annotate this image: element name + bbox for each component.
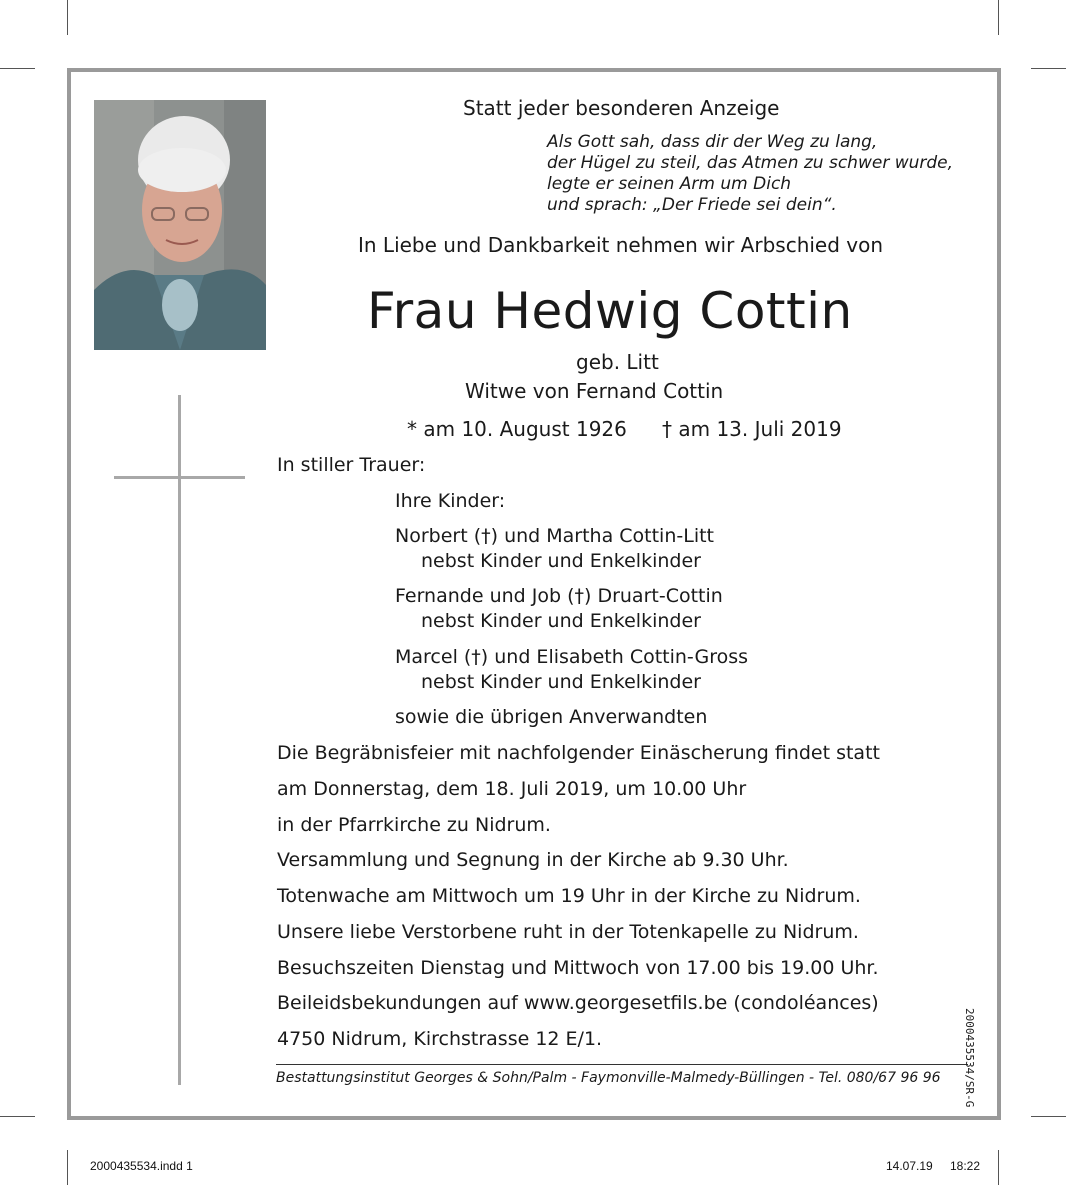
family-names: Marcel (†) und Elisabeth Cottin-Gross xyxy=(395,646,749,668)
poem xyxy=(547,132,953,216)
widow-of: Witwe von Fernand Cottin xyxy=(465,379,724,403)
relatives-text: sowie die übrigen Anverwandten xyxy=(395,706,708,728)
slug-time: 18:22 xyxy=(950,1159,981,1173)
poem-line: der Hügel zu steil, das Atmen zu schwer wurde, xyxy=(547,153,954,173)
crop-mark xyxy=(0,1116,35,1117)
detail-line: Die Begräbnisfeier mit nachfolgender Einäscherung findet statt xyxy=(277,742,880,764)
funeral-home-footer: Bestattungsinstitut Georges & Sohn/Palm - Faymonville-Malmedy-Büllingen - Tel. 080/67 96 96 xyxy=(276,1070,941,1086)
poem-line: Als Gott sah, dass dir der Weg zu lang, xyxy=(547,132,878,152)
portrait-photo xyxy=(94,100,266,350)
crop-mark xyxy=(67,0,68,35)
death-date: † am 13. Juli 2019 xyxy=(662,417,842,441)
mourning-label: In stiller Trauer: xyxy=(277,454,426,476)
crop-mark xyxy=(0,68,35,69)
detail-line-emphasis: Unsere liebe Verstorbene ruht in der Totenkapelle zu Nidrum. xyxy=(277,921,859,943)
detail-line: Beileidsbekundungen auf www.georgesetfils.be (condoléances) xyxy=(277,992,879,1014)
detail-line: 4750 Nidrum, Kirchstrasse 12 E/1. xyxy=(277,1028,603,1050)
footer-divider xyxy=(276,1064,968,1065)
slug-date: 14.07.19 xyxy=(886,1159,933,1173)
poem-line: und sprach: „Der Friede sei dein“. xyxy=(547,195,837,215)
birth-date: * am 10. August 1926 xyxy=(407,417,627,441)
children-label: Ihre Kinder: xyxy=(395,490,506,512)
deceased-name: Frau Hedwig Cottin xyxy=(367,282,853,340)
family-note: nebst Kinder und Enkelkinder xyxy=(421,671,701,693)
cross-vertical xyxy=(178,395,181,1085)
crop-mark xyxy=(1031,1116,1066,1117)
family-note: nebst Kinder und Enkelkinder xyxy=(421,550,701,572)
detail-line-emphasis: Besuchszeiten Dienstag und Mittwoch von 17.00 bis 19.00 Uhr. xyxy=(277,957,879,979)
intro-text: Statt jeder besonderen Anzeige xyxy=(463,96,780,120)
crop-mark xyxy=(1031,68,1066,69)
crop-mark xyxy=(998,1150,999,1185)
crop-mark xyxy=(67,1150,68,1185)
reference-code: 2000435534/SR-G xyxy=(963,1008,976,1108)
detail-line: in der Pfarrkirche zu Nidrum. xyxy=(277,814,551,836)
poem-line: legte er seinen Arm um Dich xyxy=(547,174,792,194)
crop-mark xyxy=(998,0,999,35)
family-names: Norbert (†) und Martha Cottin-Litt xyxy=(395,525,715,547)
family-note: nebst Kinder und Enkelkinder xyxy=(421,610,701,632)
slug-filename: 2000435534.indd 1 xyxy=(90,1159,193,1173)
detail-line: am Donnerstag, dem 18. Juli 2019, um 10.00 Uhr xyxy=(277,778,747,800)
detail-line: Versammlung und Segnung in der Kirche ab 9.30 Uhr. xyxy=(277,849,789,871)
maiden-name: geb. Litt xyxy=(576,350,659,374)
family-names: Fernande und Job (†) Druart-Cottin xyxy=(395,585,723,607)
farewell-text: In Liebe und Dankbarkeit nehmen wir Arbschied von xyxy=(358,233,884,257)
cross-horizontal xyxy=(114,476,245,479)
detail-line: Totenwache am Mittwoch um 19 Uhr in der Kirche zu Nidrum. xyxy=(277,885,861,907)
